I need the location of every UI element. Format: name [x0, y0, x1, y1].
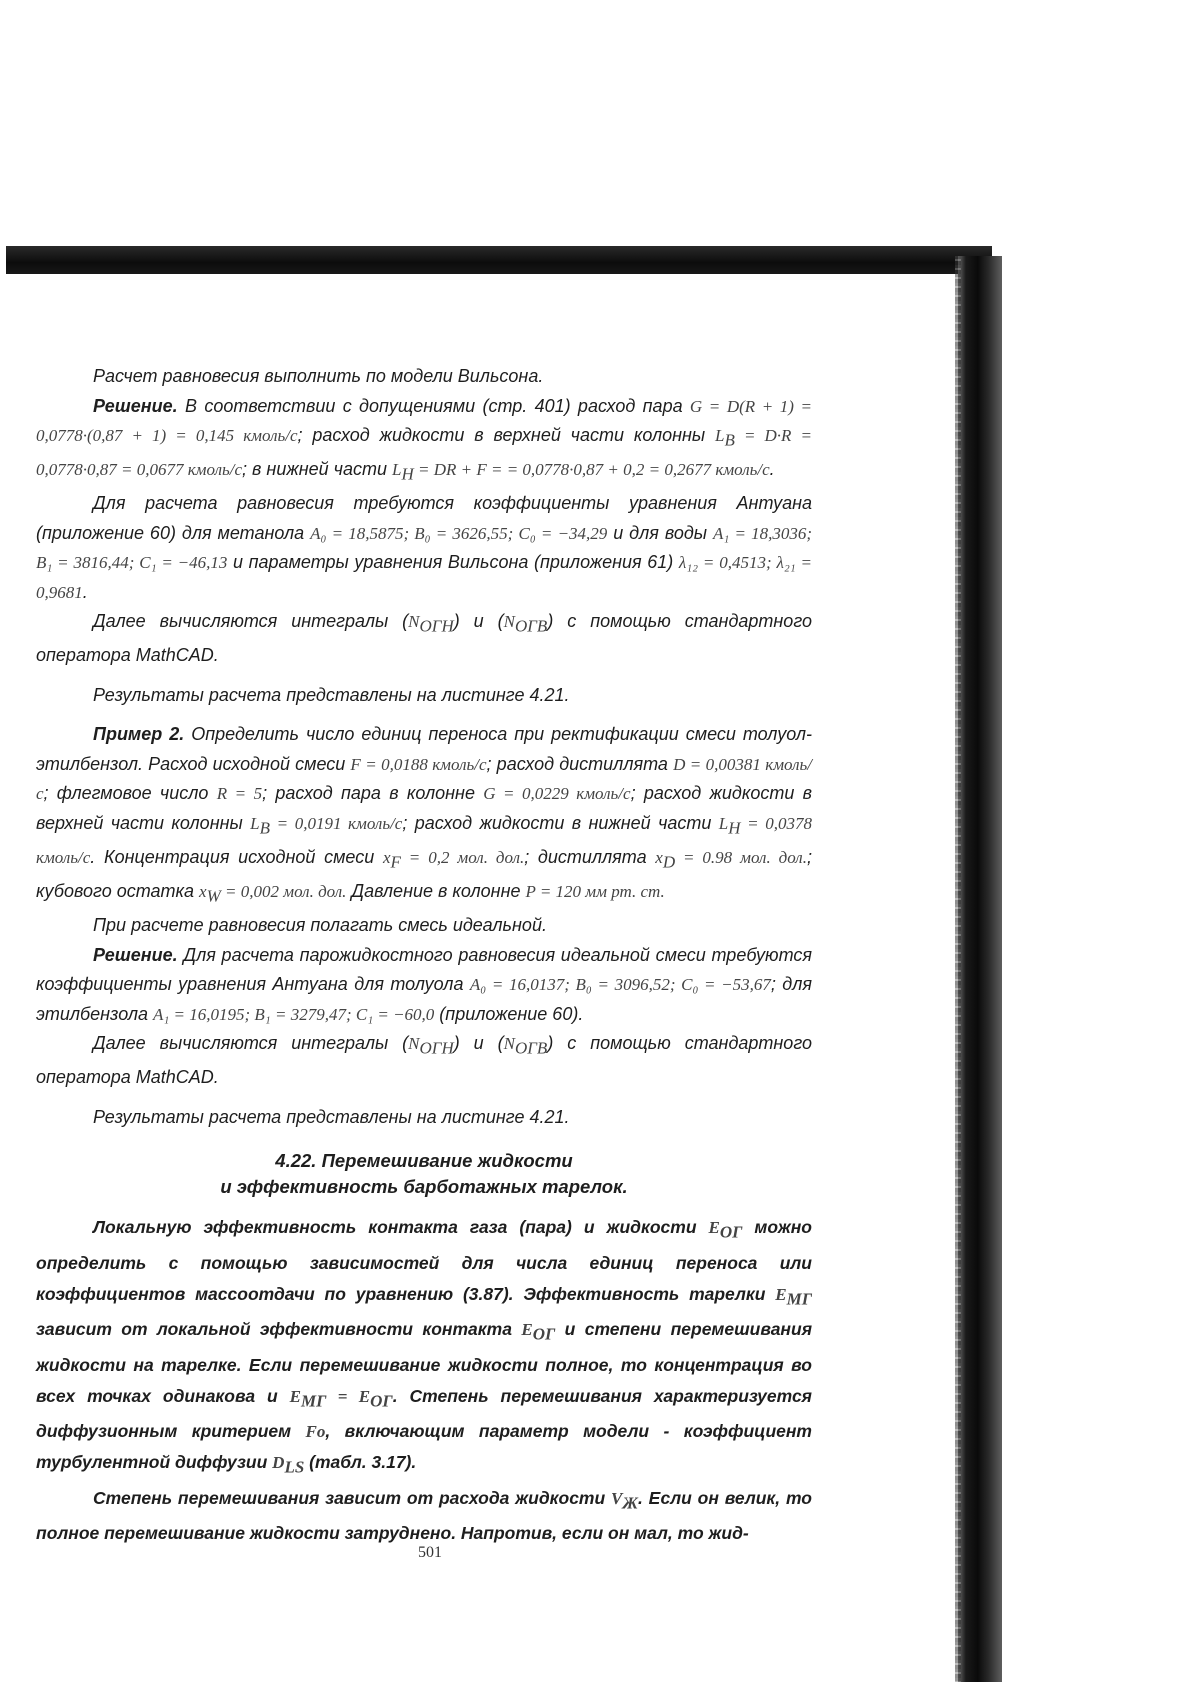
paragraph-model: Расчет равновесия выполнить по модели Вильсона.: [93, 366, 544, 386]
section-heading-line-1: 4.22. Перемешивание жидкости: [275, 1150, 573, 1172]
paragraph-solution-2: Решение. Для расчета парожидкостного равновесия идеальной смеси требуются коэффициенты уравнения Антуана для толуола A₀ = 16,0137; B₀ = 3096,52; C₀ = −53,67; для этилбензола A₁ = 16,0195; B₁ = 3279,47; C₁ = −60,0 (приложение 60).: [36, 944, 813, 1024]
paragraph-antoine-1: Для расчета равновесия требуются коэффициенты уравнения Антуана (приложение 60) для метанола A₀ = 18,5875; B₀ = 3626,55; C₀ = −34,29 и для воды A₁ = 18,3036; B₁ = 3816,44; C₁ = −46,13 и параметры уравнения Вильсона (приложения 61) λ₁₂ = 0,4513; λ₂₁ = 0,9681.: [36, 493, 813, 602]
section-heading-line-2: и эффективность барботажных тарелок.: [220, 1176, 628, 1198]
scan-top-edge: [6, 246, 992, 274]
scan-right-edge: [958, 256, 1002, 1682]
paragraph-solution-1: Решение. В соответствии с допущениями (стр. 401) расход пара G = D(R + 1) = 0,0778·(0,87 + 1) = 0,145 кмоль/с; расход жидкости в верхней части колонны $L_В = D\cdot R = 0,0778\cdot 0,87 = 0,0677$ кмоль/с; в нижней части $L_Н$ = DR + F = = 0,0778·0,87 + 0,2 = 0,2677 кмоль/с.: [36, 395, 812, 484]
page-body: [36, 362, 812, 1549]
paragraph-ideal-mix: При расчете равновесия полагать смесь идеальной.: [93, 915, 547, 936]
section-heading: [36, 1148, 812, 1200]
paragraph-integrals-2: Далее вычисляются интегралы $(N_{ОГН})$ и $(N_{ОГВ})$ с помощью стандартного оператора MathCAD.: [36, 1033, 813, 1088]
paragraph-results-2: Результаты расчета представлены на листинге 4.21.: [93, 1106, 570, 1127]
paragraph-example-2: Пример 2. Определить число единиц переноса при ректификации смеси толуол-этилбензол. Расход исходной смеси F = 0,0188 кмоль/с; расход дистиллята D = 0,00381 кмоль/с; флегмовое число R = 5; расход пара в колонне G = 0,0229 кмоль/с; расход жидкости в верхней части колонны $L_В = 0,0191$ кмоль/с; расход жидкости в нижней части $L_Н = 0,0378$ кмоль/с. Концентрация исходной смеси $x_F = 0,2$ мол. дол.; дистиллята $x_D = 0.98$ мол. дол.; кубового остатка $x_W = 0,002$ мол. дол. Давление в колонне P = 120 мм рт. ст.: [36, 724, 813, 906]
paragraph-local-efficiency: Локальную эффективность контакта газа (пара) и жидкости $E_{ОГ}$ можно определить с помощью зависимостей для числа единиц переноса или коэффициентов массоотдачи по уравнению (3.87). Эффективность тарелки $E_{МГ}$ зависит от локальной эффективности контакта $E_{ОГ}$ и степени перемешивания жидкости на тарелке. Если перемешивание жидкости полное, то концентрация во всех точках одинакова и $E_{МГ} = E_{ОГ}$. Степень перемешивания характеризуется диффузионным критерием Fo, включающим параметр модели - коэффициент турбулентной диффузии $D_{LS}$ (табл. 3.17).: [36, 1217, 812, 1477]
paragraph-results-1: Результаты расчета представлены на листинге 4.21.: [93, 684, 570, 705]
page-number: 501: [418, 1544, 442, 1561]
paragraph-integrals-1: Далее вычисляются интегралы $(N_{ОГН})$ и $(N_{ОГВ})$ с помощью стандартного оператора MathCAD.: [36, 611, 813, 666]
paragraph-mixing-degree: Степень перемешивания зависит от расхода жидкости $V_Ж$. Если он велик, то полное перемешивание жидкости затруднено. Напротив, если он мал, то жид-: [36, 1487, 812, 1544]
